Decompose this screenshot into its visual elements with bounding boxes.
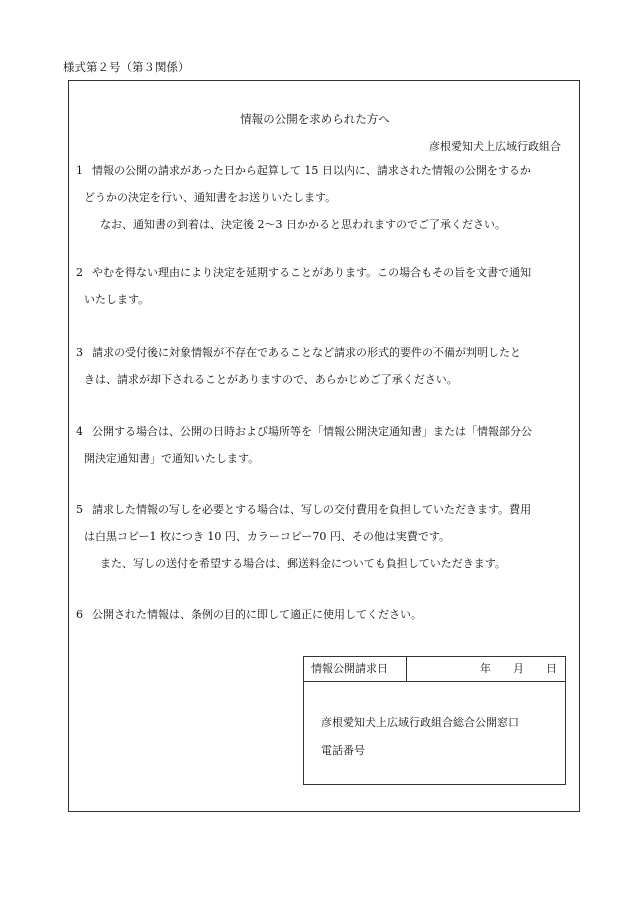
item-continuation: 開決定通知書」で通知いたします。 [84,452,260,465]
item-number: 6 [76,608,83,621]
item-text: 情報の公開の請求があった日から起算して 15 日以内に、請求された情報の公開をするか [92,164,531,177]
phone-number-label: 電話番号 [321,744,365,757]
item-number: 5 [76,503,83,516]
item-continuation: いたします。 [84,293,150,306]
form-number-label: 様式第２号（第３関係） [63,60,190,74]
notice-item-2 [76,259,576,313]
item-note: また、写しの送付を希望する場合は、郵送料金についても負担していただきます。 [100,557,506,570]
item-note: なお、通知書の到着は、決定後 2〜3 日かかると思われますのでご了承ください。 [100,218,506,231]
public-window-name: 彦根愛知犬上広域行政組合総合公開窓口 [321,716,519,729]
organization-name: 彦根愛知犬上広域行政組合 [429,140,561,153]
notice-item-6 [76,601,576,628]
item-continuation: どうかの決定を行い、通知書をお送りいたします。 [84,191,337,204]
notice-item-3 [76,339,576,393]
request-date-row [304,657,565,682]
request-date-label: 情報公開請求日 [304,657,407,681]
notice-item-1 [76,157,576,238]
item-continuation: は白黒コピー1 枚につき 10 円、カラーコピー70 円、その他は実費です。 [84,530,450,543]
notice-item-4 [76,418,576,472]
item-text: 請求した情報の写しを必要とする場合は、写しの交付費用を負担していただきます。費用 [92,503,532,516]
item-text: 公開された情報は、条例の目的に即して適正に使用してください。 [92,608,422,621]
notice-title: 情報の公開を求められた方へ [240,112,390,126]
item-number: 4 [76,425,83,438]
item-number: 3 [76,346,83,359]
request-info-box [303,656,566,785]
notice-item-5 [76,496,576,577]
item-text: やむを得ない理由により決定を延期することがあります。この場合もその旨を文書で通知 [92,266,532,279]
item-continuation: きは、請求が却下されることがありますので、あらかじめご了承ください。 [84,373,458,386]
request-date-field[interactable]: 年 月 日 [480,662,557,675]
item-text: 公開する場合は、公開の日時および場所等を「情報公開決定通知書」または「情報部分公 [92,425,532,438]
item-text: 請求の受付後に対象情報が不存在であることなど請求の形式的要件の不備が判明したと [92,346,521,359]
item-number: 2 [76,266,83,279]
item-number: 1 [76,164,83,177]
